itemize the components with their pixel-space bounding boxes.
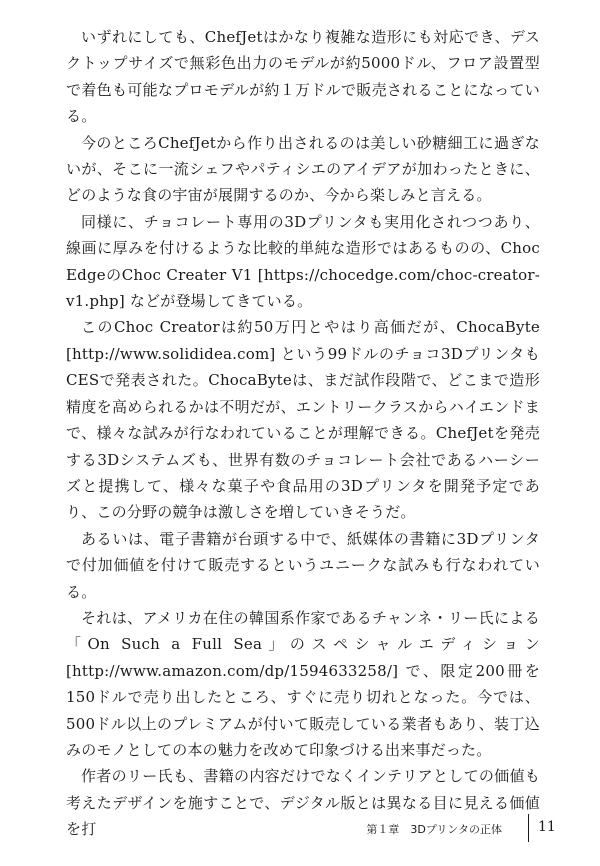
footer-divider [528, 814, 529, 842]
page-number: 11 [538, 819, 556, 835]
paragraph: 今のところChefJetから作り出されるのは美しい砂糖細工に過ぎないが、そこに一流シェフやパティシエのアイデアが加わったときに、どのような食の宇宙が展開するのか、今から楽しみと言える。 [66, 133, 540, 205]
body-text [66, 24, 540, 843]
paragraph: このChoc Creatorは約50万円とやはり高価だが、ChocaByte [http://www.solididea.com] という99ドルのチョコ3DプリンタもCESで発表された。ChocaByteは、まだ試作段階で、どこまで造形精度を高められるかは不明だが、エントリークラスからハイエンドまで、様々な試みが行なわれていることが理解できる。ChefJetを発売する3Dシステムズも、世界有数のチョコレート会社であるハーシーズと提携して、様々な菓子や食品用の3Dプリンタを開発予定であり、この分野の競争は激しさを増していきそうだ。 [66, 318, 540, 522]
chapter-title: 第１章 3Dプリンタの正体 [366, 823, 502, 836]
paragraph: それは、アメリカ在住の韓国系作家であるチャンネ・リー氏による「On Such a Full Sea」のスペシャルエディション [http://www.amazon.com/dp/1594633258/] で、限定200冊を150ドルで売り出したところ、すぐに売り切れとなった。今では、500ドル以上のプレミアムが付いて販売している業者もあり、装丁込みのモノとしての本の魅力を改めて印象づける出来事だった。 [66, 608, 540, 759]
paragraph: いずれにしても、ChefJetはかなり複雑な造形にも対応でき、デスクトップサイズで無彩色出力のモデルが約5000ドル、フロア設置型で着色も可能なプロモデルが約１万ドルで販売されることになっている。 [66, 28, 540, 126]
paragraph: 同様に、チョコレート専用の3Dプリンタも実用化されつつあり、線画に厚みを付けるような比較的単純な造形ではあるものの、Choc EdgeのChoc Creater V1 [https://chocedge.com/choc-creator-v1.php] などが登場してきている。 [66, 212, 540, 311]
paragraph: 作者のリー氏も、書籍の内容だけでなくインテリアとしての価値も考えたデザインを施すことで、デジタル版とは異なる目に見える価値を打 [66, 767, 540, 839]
paragraph: あるいは、電子書籍が台頭する中で、紙媒体の書籍に3Dプリンタで付加価値を付けて販売するというユニークな試みも行なわれている。 [66, 529, 540, 601]
page-footer [366, 818, 580, 840]
